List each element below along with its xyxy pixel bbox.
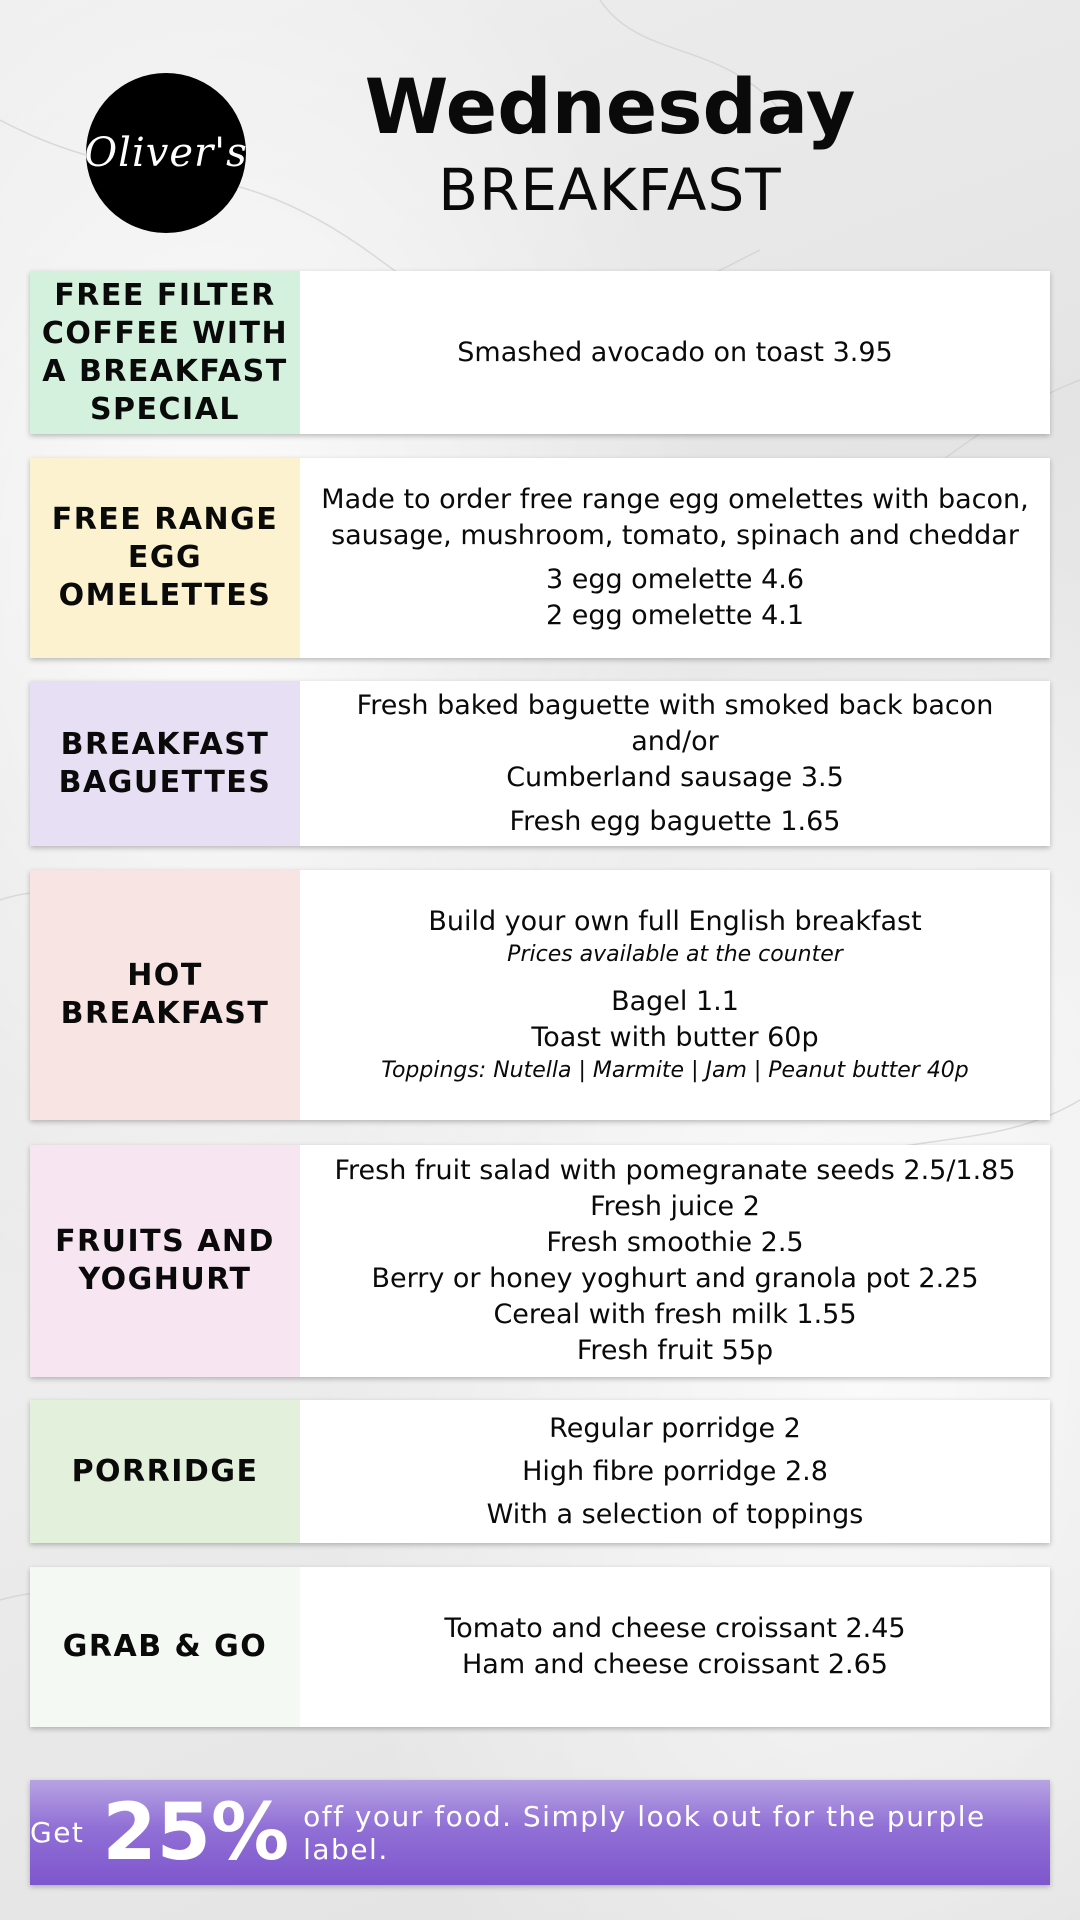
menu-item: Fresh smoothie 2.5	[546, 1227, 804, 1258]
price-note: Prices available at the counter	[507, 942, 843, 967]
logo-text: Oliver's	[84, 130, 248, 176]
menu-section-fruits-yoghurt	[30, 1145, 1050, 1377]
menu-item: Ham and cheese croissant 2.65	[461, 1649, 888, 1680]
menu-item: High fibre porridge 2.8	[522, 1456, 828, 1487]
section-items	[300, 870, 1050, 1120]
menu-item: 2 egg omelette 4.1	[545, 600, 805, 631]
menu-item: Fresh juice 2	[590, 1191, 760, 1222]
discount-banner	[30, 1780, 1050, 1885]
promo-text: off your food. Simply look out for the purple label.	[303, 1799, 986, 1866]
section-items	[300, 681, 1050, 846]
menu-item: With a selection of toppings	[486, 1499, 864, 1530]
menu-section-grab-and-go	[30, 1567, 1050, 1727]
menu-item: Build your own full English breakfast	[428, 906, 922, 937]
menu-item: Fresh egg baguette 1.65	[509, 805, 841, 837]
toppings-note: Toppings: Nutella | Marmite | Jam | Peanut butter 40p	[381, 1058, 969, 1083]
menu-section-hot-breakfast	[30, 870, 1050, 1120]
menu-section-egg-omelettes	[30, 458, 1050, 658]
menu-item-description: sausage, mushroom, tomato, spinach and cheddar	[331, 520, 1019, 551]
menu-item: Bagel 1.1	[611, 986, 739, 1017]
menu-item: Cumberland sausage 3.5	[506, 761, 844, 793]
menu-item: Fresh fruit 55p	[576, 1335, 774, 1366]
category-label: FRUITS AND YOGHURT	[30, 1145, 300, 1377]
menu-item: Tomato and cheese croissant 2.45	[444, 1613, 906, 1644]
category-label: PORRIDGE	[30, 1400, 300, 1543]
section-items	[300, 1400, 1050, 1543]
menu-item: Fresh baked baguette with smoked back bacon and/or	[356, 689, 994, 757]
menu-item-description: Made to order free range egg omelettes with bacon,	[321, 484, 1029, 515]
menu-item: Smashed avocado on toast 3.95	[457, 336, 893, 368]
category-label: FREE FILTER COFFEE WITH A BREAKFAST SPECIAL	[30, 271, 300, 434]
day-title: Wednesday	[364, 62, 856, 151]
meal-title: BREAKFAST	[438, 156, 782, 224]
section-items	[300, 1145, 1050, 1377]
menu-section-breakfast-baguettes	[30, 681, 1050, 846]
section-items	[300, 271, 1050, 434]
section-items	[300, 458, 1050, 658]
category-label: GRAB & GO	[30, 1567, 300, 1727]
olivers-logo	[86, 73, 246, 233]
menu-item: Regular porridge 2	[549, 1413, 801, 1444]
promo-percentage: 25%	[102, 1787, 290, 1878]
menu-item: Toast with butter 60p	[531, 1022, 819, 1053]
menu-item: Cereal with fresh milk 1.55	[493, 1299, 857, 1330]
menu-item: Berry or honey yoghurt and granola pot 2.25	[371, 1263, 979, 1294]
menu-section-porridge	[30, 1400, 1050, 1543]
section-items	[300, 1567, 1050, 1727]
promo-prefix: Get	[30, 1816, 85, 1849]
menu-item: 3 egg omelette 4.6	[545, 564, 805, 595]
category-label: HOT BREAKFAST	[30, 870, 300, 1120]
menu-item: Fresh fruit salad with pomegranate seeds 2.5/1.85	[334, 1155, 1016, 1186]
menu-section-free-filter-coffee	[30, 271, 1050, 434]
category-label: BREAKFAST BAGUETTES	[30, 681, 300, 846]
category-label: FREE RANGE EGG OMELETTES	[30, 458, 300, 658]
